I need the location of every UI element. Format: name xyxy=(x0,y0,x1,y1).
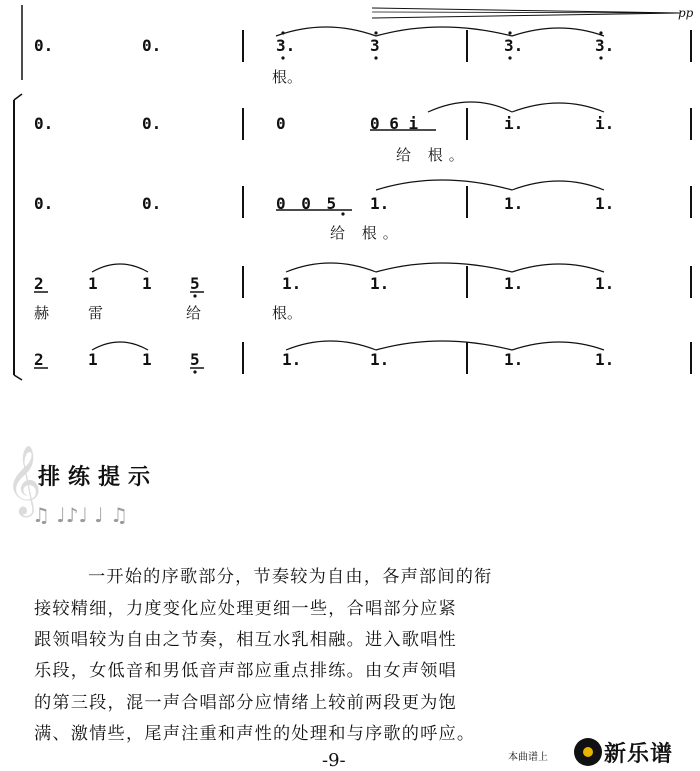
note: 2 xyxy=(34,274,44,293)
credit-text: 本曲谱上 xyxy=(508,752,548,763)
note: 5 xyxy=(190,274,200,293)
barline xyxy=(690,342,692,374)
note: 1 xyxy=(88,274,98,293)
note: 0 6 i xyxy=(370,114,419,133)
barline xyxy=(466,108,468,140)
note: 2 xyxy=(34,350,44,369)
note: 0. xyxy=(142,114,162,133)
barline xyxy=(690,30,692,62)
barline xyxy=(466,186,468,218)
note: 3 xyxy=(370,36,380,55)
note: 0. xyxy=(34,36,54,55)
page-number: -9- xyxy=(322,750,346,771)
barline xyxy=(690,186,692,218)
note: 0. xyxy=(142,194,162,213)
note: i. xyxy=(595,114,615,133)
note: 3. xyxy=(276,36,296,55)
note: 1. xyxy=(504,350,524,369)
note: 3. xyxy=(595,36,615,55)
lyric: 给 根。 xyxy=(330,224,404,242)
lyric: 雷 xyxy=(88,304,104,322)
note: 1. xyxy=(504,194,524,213)
note: 1 xyxy=(142,274,152,293)
note: 3. xyxy=(504,36,524,55)
note: 1. xyxy=(595,194,615,213)
lyric: 给 根。 xyxy=(396,146,470,164)
barline xyxy=(242,108,244,140)
paragraph-line: 乐段，女低音和男低音声部应重点排练。由女声领唱 xyxy=(34,661,457,681)
barline xyxy=(242,342,244,374)
barline xyxy=(466,342,468,374)
note: 1. xyxy=(282,350,302,369)
lyric: 根。 xyxy=(272,68,303,86)
barline xyxy=(690,108,692,140)
record-logo-icon xyxy=(574,738,602,766)
rehearsal-title: 排练提示 xyxy=(38,465,159,490)
lyric: 给 xyxy=(186,304,202,322)
note: 0. xyxy=(34,114,54,133)
note: 1. xyxy=(370,194,390,213)
note: 1. xyxy=(595,274,615,293)
barline xyxy=(242,266,244,298)
svg-text:♫ ♩♪♩ ♩ ♫: ♫ ♩♪♩ ♩ ♫ xyxy=(32,503,128,527)
note: 1. xyxy=(282,274,302,293)
paragraph-line: 满、激情些，尾声注重和声性的处理和与序歌的呼应。 xyxy=(34,724,476,744)
note: 1 xyxy=(88,350,98,369)
paragraph-line: 跟领唱较为自由之节奏，相互水乳相融。进入歌唱性 xyxy=(34,630,457,650)
site-logo-text: 新乐谱 xyxy=(604,742,674,767)
note: 1 xyxy=(142,350,152,369)
lyric: 赫 xyxy=(34,304,50,322)
note: 0 xyxy=(276,114,286,133)
note: 1. xyxy=(595,350,615,369)
note: 1. xyxy=(504,274,524,293)
barline xyxy=(242,30,244,62)
note: 0. xyxy=(34,194,54,213)
dynamic-marking: pp xyxy=(678,6,694,20)
barline xyxy=(466,30,468,62)
note: 0 0 5 xyxy=(276,194,340,213)
note: 1. xyxy=(370,350,390,369)
barline xyxy=(242,186,244,218)
lyric: 根。 xyxy=(272,304,303,322)
barline xyxy=(690,266,692,298)
barline xyxy=(466,266,468,298)
note: i. xyxy=(504,114,524,133)
paragraph-line: 的第三段，混一声合唱部分应情绪上较前两段更为饱 xyxy=(34,693,457,713)
svg-text:𝄞: 𝄞 xyxy=(6,445,42,515)
note: 1. xyxy=(370,274,390,293)
paragraph-line: 接较精细，力度变化应处理更细一些，合唱部分应紧 xyxy=(34,599,457,619)
note: 0. xyxy=(142,36,162,55)
note: 5 xyxy=(190,350,200,369)
paragraph-line: 一开始的序歌部分，节奏较为自由，各声部间的衔 xyxy=(88,567,493,587)
